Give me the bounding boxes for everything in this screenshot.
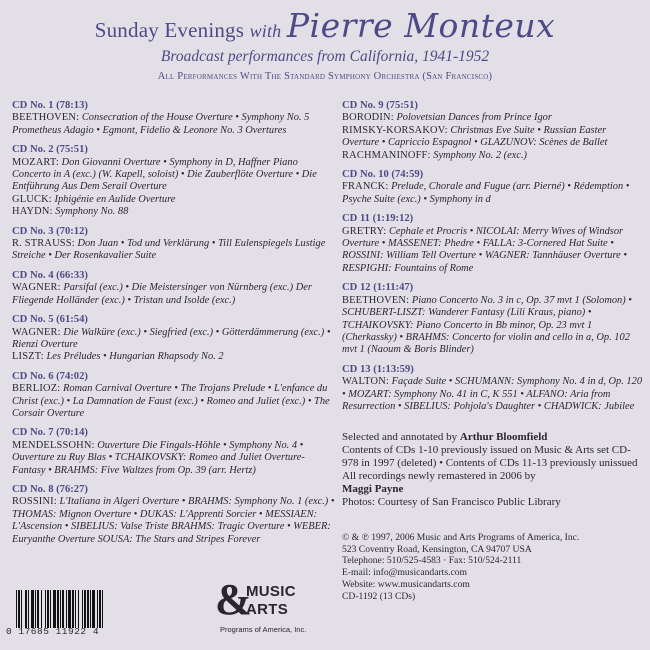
composer-name: RACHMANINOFF: (342, 149, 431, 161)
works-list: Polovetsian Dances from Prince Igor (396, 112, 552, 124)
composer-name: FRANCK: (342, 181, 389, 193)
program-line (12, 238, 337, 263)
works-list: Cephale et Procris • NICOLAI: Merry Wives of Windsor Overture • MASSENET: Phedre • FALLA: 3-Cornered Hat Suite • ROSSINI: William Tell Overture • WAGNER: Tannhäuser Overture • RESPIGHI: Fountains of Rome (342, 225, 627, 274)
barcode-bar (31, 590, 34, 628)
cd-heading: CD No. 8 (76:27) (12, 483, 88, 495)
barcode-bar (102, 590, 103, 628)
works-list: Symphony No. 88 (55, 206, 129, 218)
title-script: Pierre Monteux (286, 6, 556, 45)
composer-name: GLUCK: (12, 193, 52, 205)
cd-heading: CD No. 5 (61:54) (12, 314, 88, 326)
composer-name: WALTON: (342, 376, 390, 388)
works-list: Iphigénie en Aulide Overture (54, 193, 176, 205)
composer-name: WAGNER: (12, 326, 61, 338)
barcode-bar (87, 590, 89, 628)
barcode-bar (75, 590, 76, 628)
program-line (342, 181, 645, 206)
cd-heading: CD 11 (1:19:12) (342, 213, 414, 225)
program-line (12, 194, 337, 206)
barcode-bar (53, 590, 56, 628)
cd-heading: CD No. 6 (74:02) (12, 370, 88, 382)
barcode-bar (82, 590, 83, 628)
credits-line2: Contents of CDs 1-10 previously issued on Music & Arts set CD-978 in 1997 (deleted) • Contents of CDs 11-13 previously unissued (342, 444, 638, 469)
cd-entry (12, 427, 337, 477)
cd-entry (342, 169, 645, 206)
program-line (12, 157, 337, 194)
works-list: Don Juan • Tod und Verklärung • Till Eulenspiegels Lustige Streiche • Der Rosenkavalier Suite (12, 238, 326, 262)
works-list: Christmas Eve Suite • Russian Easter Overture • Capriccio Espagnol • GLAZUNOV: Scènes de Ballet (342, 124, 608, 149)
works-list: Consecration of the House Overture • Symphony No. 5 Prometheus Adagio • Egmont, Fidelio & Leonore No. 3 Overtures (12, 112, 310, 136)
cd-entry (12, 484, 337, 546)
works-list: Roman Carnival Overture • The Trojans Prelude • L'enfance du Christ (exc.) • La Damnation de Faust (exc.) • Romeo and Juliet (exc.) • The Corsair Overture (12, 383, 330, 419)
orchestra-line: All Performances With The Standard Symphony Orchestra (San Francisco) (157, 71, 493, 82)
composer-name: BORODIN: (342, 112, 394, 124)
cd-entry (12, 144, 337, 218)
barcode-bar (28, 590, 29, 628)
program-line (12, 496, 337, 546)
cd-entry (12, 226, 337, 263)
annotator-name: Arthur Bloomfield (459, 431, 548, 443)
program-line (12, 351, 337, 363)
barcode-bar (62, 590, 64, 628)
contact-info (342, 532, 645, 602)
composer-name: BEETHOVEN: (12, 112, 80, 124)
composer-name: HAYDN: (12, 206, 53, 218)
cd-heading: CD No. 10 (74:59) (342, 169, 424, 181)
cd-entry (12, 100, 337, 137)
website-line: Website: www.musicandarts.com (342, 578, 470, 590)
barcode-bar (18, 590, 20, 628)
remaster-name: Maggi Payne (342, 483, 404, 495)
composer-name: LISZT: (12, 351, 44, 363)
barcode-bar (16, 590, 17, 628)
composer-name: MENDELSSOHN: (12, 439, 95, 451)
cd-heading: CD 12 (1:11:47) (342, 282, 414, 294)
address-line: 523 Coventry Road, Kensington, CA 94707 USA (342, 543, 532, 555)
barcode-bar (90, 590, 91, 628)
cd-heading: CD No. 1 (78:13) (12, 100, 88, 111)
composer-name: MOZART: (12, 156, 60, 168)
cd-heading: CD No. 4 (66:33) (12, 269, 88, 281)
phone-line: Telephone: 510/525-4583 · Fax: 510/524-2111 (342, 555, 522, 567)
barcode-bar (68, 590, 71, 628)
cd-heading: CD 13 (1:13:59) (342, 363, 414, 375)
barcode-bar (99, 590, 101, 628)
cd-entry (12, 371, 337, 421)
works-list: Die Walküre (exc.) • Siegfried (exc.) • Götterdämmerung (exc.) • Rienzi Overture (12, 326, 331, 350)
program-line (342, 150, 645, 162)
composer-name: ROSSINI: (12, 496, 57, 508)
barcode-bar (47, 590, 49, 628)
program-line (342, 295, 645, 357)
composer-name: BERLIOZ: (12, 383, 61, 395)
works-list: L'Italiana in Algeri Overture • BRAHMS: Symphony No. 1 (exc.) • THOMAS: Mignon Overture • DUKAS: L'Apprenti Sorcier • MESSIAEN: L'Ascension • SIBELIUS: Valse Triste BRAHMS: Tragic Overture • WEBER: Euryanthe Overture SOUSA: The Stars and Stripes Forever (12, 496, 335, 545)
program-line (342, 112, 645, 124)
barcode-bar (35, 590, 36, 628)
works-list: Symphony No. 2 (exc.) (433, 149, 528, 161)
title-with: with (249, 21, 282, 41)
barcode-icon (14, 590, 164, 628)
subtitle: Broadcast performances from California, 1941-1952 (160, 48, 490, 65)
program-line (12, 383, 337, 420)
credits-line1: Selected and annotated by (342, 431, 458, 443)
cd-heading: CD No. 9 (75:51) (342, 100, 418, 111)
works-list: Les Préludes • Hungarian Rhapsody No. 2 (46, 351, 224, 363)
title-plain: Sunday Evenings (94, 18, 245, 42)
program-line (342, 125, 645, 150)
cd-heading: CD No. 3 (70:12) (12, 225, 88, 237)
program-line (12, 112, 337, 137)
program-line (12, 440, 337, 477)
barcode-bar (41, 590, 42, 628)
works-list: Ouverture Die Fingals-Höhle • Symphony No. 4 • Ouverture zu Ruy Blas • TCHAIKOVSKY: Romeo and Juliet Overture-Fantasy • BRAHMS: Five Waltzes from Op. 39 (arr. Hertz) (12, 439, 305, 476)
works-list: Don Giovanni Overture • Symphony in D, Haffner Piano Concerto in A (exc.) (W. Kapell, soloist) • Die Zauberflöte Overture • Die Entführung Aus Dem Serail Overture (12, 156, 317, 193)
barcode-bar (50, 590, 51, 628)
page-title (0, 6, 650, 45)
composer-name: WAGNER: (12, 282, 61, 294)
barcode-bar (78, 590, 79, 628)
barcode-bar (37, 590, 39, 628)
works-list: Façade Suite • SCHUMANN: Symphony No. 4 in d, Op. 120 • MOZART: Symphony No. 41 in C, K 551 • ALFANO: Aria from Resurrection • SIBELIUS: Pohjola's Daughter • CHADWICK: Jubilee (342, 376, 643, 412)
barcode-digits: 0 17685 11922 4 (6, 626, 100, 637)
cd-entry (342, 213, 645, 275)
credits-line4: Photos: Courtesy of San Francisco Public Library (342, 496, 561, 508)
cd-entry (12, 314, 337, 364)
barcode-bar (97, 590, 98, 628)
logo-word-music: MUSIC (246, 583, 296, 600)
works-list: Prelude, Chorale and Fugue (arr. Pierné) • Rédemption • Psyche Suite (exc.) • Symphony in d (342, 181, 630, 205)
logo-word-arts: ARTS (246, 601, 289, 618)
program-line (12, 206, 337, 218)
barcode-bar (21, 590, 22, 628)
works-list: Piano Concerto No. 3 in c, Op. 37 mvt 1 (Solomon) • SCHUBERT-LISZT: Wanderer Fantasy (Lili Kraus, piano) • TCHAIKOVSKY: Piano Concerto in Bb minor, Op. 23 mvt 1 (Cherkassky) • BRAHMS: Concerto for violin and cello in a, Op. 102 mvt 1 (Naoum & Boris Blinder) (342, 294, 632, 356)
barcode-bar (72, 590, 74, 628)
program-line (12, 327, 337, 352)
barcode-bar (84, 590, 86, 628)
program-line (12, 282, 337, 307)
cd-entry (12, 270, 337, 307)
program-line (342, 376, 645, 413)
left-column (12, 100, 337, 553)
composer-name: GRETRY: (342, 225, 387, 237)
barcode-bar (25, 590, 27, 628)
logo-ampersand: & (215, 575, 252, 624)
email-line: E-mail: info@musicandarts.com (342, 567, 467, 579)
cd-entry (342, 100, 645, 162)
barcode-bar (60, 590, 61, 628)
cd-entry (342, 364, 645, 414)
composer-name: BEETHOVEN: (342, 294, 410, 306)
credits (342, 431, 645, 509)
barcode-bar (66, 590, 67, 628)
composer-name: R. STRAUSS: (12, 238, 75, 250)
header (0, 0, 650, 96)
cd-entry (342, 282, 645, 356)
right-column (342, 100, 645, 420)
barcode-bar (45, 590, 46, 628)
cd-heading: CD No. 2 (75:51) (12, 144, 88, 156)
barcode-bar (92, 590, 95, 628)
catalog-line: CD-1192 (13 CDs) (342, 590, 416, 602)
barcode-bar (57, 590, 59, 628)
works-list: Parsifal (exc.) • Die Meistersinger von Nürnberg (exc.) Der Fliegende Holländer (exc.) • Tristan und Isolde (exc.) (12, 282, 312, 306)
composer-name: RIMSKY-KORSAKOV: (342, 124, 448, 136)
cd-heading: CD No. 7 (70:14) (12, 427, 88, 439)
logo-subtitle: Programs of America, Inc. (220, 625, 307, 634)
credits-line3: All recordings newly remastered in 2006 by (342, 470, 536, 482)
copyright-line: © & ℗ 1997, 2006 Music and Arts Programs of America, Inc. (342, 532, 580, 543)
program-line (342, 226, 645, 276)
